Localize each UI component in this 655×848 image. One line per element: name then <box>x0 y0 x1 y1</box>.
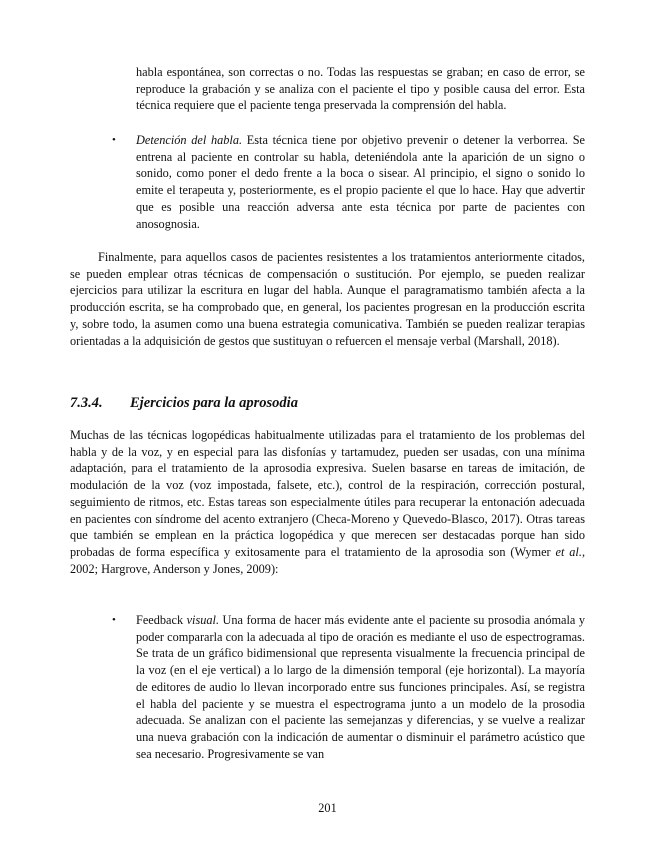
paragraph-muchas-part2: , 2002; Hargrove, Anderson y Jones, 2009): <box>70 544 586 576</box>
page-number: 201 <box>318 801 337 815</box>
bullet-detencion-title: Detención del habla. <box>136 133 243 147</box>
bullet-feedback-lead: Feedback <box>136 613 187 627</box>
bullet-detencion-body: Esta técnica tiene por objetivo prevenir o detener la verborrea. Se entrena al paciente en controlar su habla, deteniéndola ante la aparición de un signo o sonido, como poner el dedo frente a la boca o sisear. Al principio, el signo o sonido lo emite el terapeuta y, posteriormente, es el propio paciente el que lo hace. Hay que advertir que es posible una reacción adversa ante esta técnica por parte de pacientes con anosognosia. <box>136 133 585 231</box>
bullet-feedback-body: Una forma de hacer más evidente ante el paciente su prosodia anómala y poder compararla con la adecuada al tipo de oración es mediante el uso de espectrogramas. Se trata de un gráfico bidimensional que representa visualmente la frecuencia principal de la voz (en el eje vertical) a lo largo de la dimensión temporal (eje horizontal). La mayoría de editores de audio lo llevan incorporado entre sus funciones principales. Así, se registra el habla del paciente y se muestra el espectrograma junto a un modelo de la prosodia adecuada. Se analizan con el paciente las semejanzas y diferencias, y se vuelve a realizar una nueva grabación con la indicación de aumentar o disminuir el parámetro acústico que sea necesario. Progresivamente se van <box>136 613 585 761</box>
bullet-continuation-text: habla espontánea, son correctas o no. Todas las respuestas se graban; en caso de error, se reproduce la grabación y se analiza con el paciente el tipo y posible causa del error. Esta técnica requiere que el paciente tenga preservada la comprensión del habla. <box>136 65 585 113</box>
paragraph-finalmente: Finalmente, para aquellos casos de pacientes resistentes a los tratamientos anteriormente citados, se pueden emplear otras técnicas de compensación o sustitución. Por ejemplo, se pueden realizar ejercicios para utilizar la escritura en lugar del habla. Aunque el paragramatismo también afecta a la producción escrita, se ha comprobado que, en general, los pacientes progresan en la producción escrita y, sobre todo, la asumen como una buena estrategia comunicativa. También se pueden realizar terapias orientadas a la adquisición de gestos que sustituyan o refuercen el mensaje verbal (Marshall, 2018). <box>70 250 585 348</box>
section-heading <box>70 394 298 412</box>
section-number: 7.3.4. <box>70 395 103 411</box>
bullet-feedback-italic: visual. <box>186 613 220 627</box>
bullet-marker: • <box>112 614 116 626</box>
paragraph-muchas <box>70 427 585 577</box>
paragraph-muchas-italic: et al. <box>555 544 582 559</box>
bullet-marker: • <box>112 134 116 146</box>
bullet-feedback-text <box>136 612 585 762</box>
bullet-detencion-text <box>136 132 585 232</box>
paragraph-muchas-part1: Muchas de las técnicas logopédicas habitualmente utilizadas para el tratamiento de los problemas del habla y de la voz, y en especial para las disfonías y tartamudez, pueden ser usadas, con una mínima adaptación, para el tratamiento de la aprosodia expresiva. Suelen basarse en tareas de imitación, de modulación de la voz (voz impostada, falsete, etc.), control de la respiración, corrección postural, seguimiento de ritmos, etc. Estas tareas son especialmente útiles para recuperar la entonación adecuada en pacientes con síndrome del acento extranjero (Checa-Moreno y Quevedo-Blasco, 2017). Otras tareas que también se emplean en la práctica logopédica y que merecen ser destacadas porque han sido probadas de forma específica y exitosamente para el tratamiento de la aprosodia son (Wymer <box>70 428 585 559</box>
section-title: Ejercicios para la aprosodia <box>130 395 298 411</box>
